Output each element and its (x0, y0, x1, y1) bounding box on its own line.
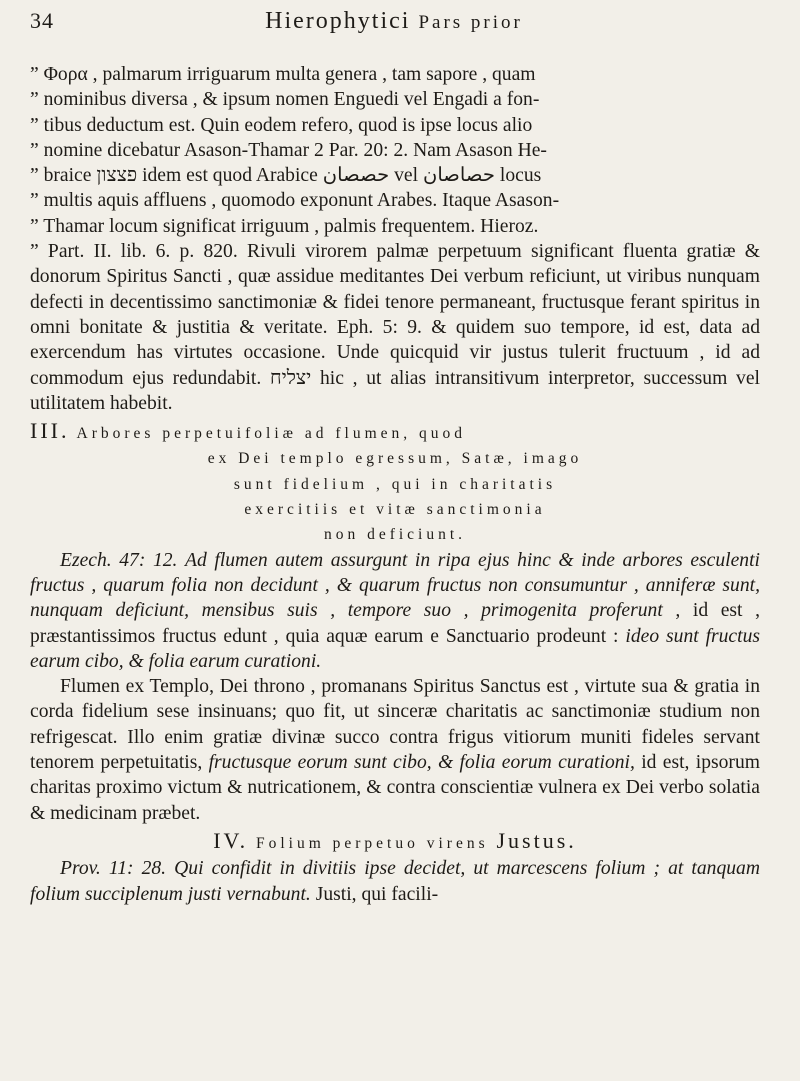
quoted-line: ” braice פצצון idem est quod Arabice حصصان vel حصاصان locus (30, 165, 542, 187)
section-heading (30, 828, 760, 856)
paragraph (30, 674, 760, 826)
paragraph-text: Justi, qui facili- (315, 883, 439, 905)
section-heading-text: Folium perpetuo virens (255, 834, 489, 852)
scripture-quote: Ad flumen autem assurgunt in ripa ejus hinc & inde arbores esculenti fructus , quarum folia non decidunt , & quarum fructus non consumuntur , anniferæ sunt, nunquam deficiunt, mensibus suis , tempore suo , primogenita proferunt , (30, 549, 760, 622)
running-head (30, 8, 760, 62)
paragraph-text: id est, ipsorum charitas proximo victum & nutricationem, & contra conscientiæ vulnera ex Dei verbo solatia & medicinam præbet. (30, 752, 760, 824)
scripture-quote: fructusque eorum sunt cibo, & folia eorum curationi, (208, 752, 635, 774)
paragraph (30, 239, 760, 416)
quoted-line: ” multis aquis affluens , quomodo exponunt Arabes. Itaque Asason- (30, 190, 560, 212)
running-title-part2: Pars prior (418, 12, 523, 33)
paragraph-text: id est , præstantissimos fructus edunt , quia aquæ earum e Sanctuario prodeunt : (30, 600, 760, 647)
section-heading-text: Arbores perpetuifoliæ ad flumen, quod (76, 425, 466, 443)
section-heading-line: sunt fidelium , qui in charitatis (233, 475, 557, 493)
paragraph (30, 548, 760, 674)
section-numeral: IV. (213, 827, 249, 853)
paragraph-text: Flumen ex Templo, Dei throno , promanans Spiritus Sanctus est , virtute sua & gratia in corda fidelium sese insinuans; quo fit, ut sinceræ charitatis ac sanctimoniæ studium non refrigescat. Illo enim gratiæ divinæ succo contra frigus vitiorum muniti fideles servant tenorem perpetuitatis, (30, 676, 760, 774)
paragraph (30, 856, 760, 907)
page-body (30, 62, 760, 907)
paragraph-text: Rivuli virorem palmæ perpetuum significant fluenta gratiæ & donorum Spiritus Sancti , quæ assidue meditantes Dei verbum reficiunt, ut viribus nunquam defecti in decentissimo sanctimoniæ & fidei tenore permaneant, fructusque ferant spiritus in omni bonitate & justitia & veritate. Eph. 5: 9. & quidem suo tempore, id est, data ad exercendum has virtutes occasione. Unde quicquid vir justus tulerit fructuum , id ad commodum ejus redundabit. יצליח hic , ut alias intransitivum interpretor, successum vel utilitatem habebit. (30, 241, 760, 414)
quoted-line: ” nominibus diversa , & ipsum nomen Enguedi vel Engadi a fon- (30, 89, 540, 111)
quoted-line: ” nomine dicebatur Asason-Thamar 2 Par. 20: 2. Nam Asason He- (30, 139, 547, 161)
section-heading-word: Justus. (496, 827, 577, 853)
scripture-quote: ideo sunt fructus earum cibo, & folia earum curationi. (30, 625, 760, 672)
scripture-quote: Qui confidit in divitiis ipse decidet, ut marcescens folium ; at tanquam folium succiplenum justi vernabunt. (30, 858, 760, 905)
citation: Prov. 11: 28. (60, 858, 167, 880)
quoted-line: ” tibus deductum est. Quin eodem refero, quod is ipse locus alio (30, 114, 533, 136)
citation: Ezech. 47: 12. (60, 549, 178, 571)
running-title-part1: Hierophytici (265, 8, 411, 34)
section-heading-line: exercitiis et vitæ sanctimonia (244, 501, 546, 519)
section-numeral: III. (30, 418, 70, 444)
section-heading-line: non deficiunt. (323, 526, 467, 544)
section-heading (30, 418, 760, 547)
quoted-line: ” Thamar locum significat irriguum , palmis frequentem. Hieroz. (30, 215, 539, 237)
page-number: 34 (30, 8, 54, 33)
running-title (88, 8, 760, 35)
quoted-line: ” Φoρα , palmarum irriguarum multa genera , tam sapore , quam (30, 64, 536, 85)
section-heading-line (30, 418, 760, 446)
quoted-line: ” Part. II. lib. 6. p. 820. (30, 241, 238, 263)
section-heading-line: ex Dei templo egressum, Satæ, imago (207, 450, 583, 468)
